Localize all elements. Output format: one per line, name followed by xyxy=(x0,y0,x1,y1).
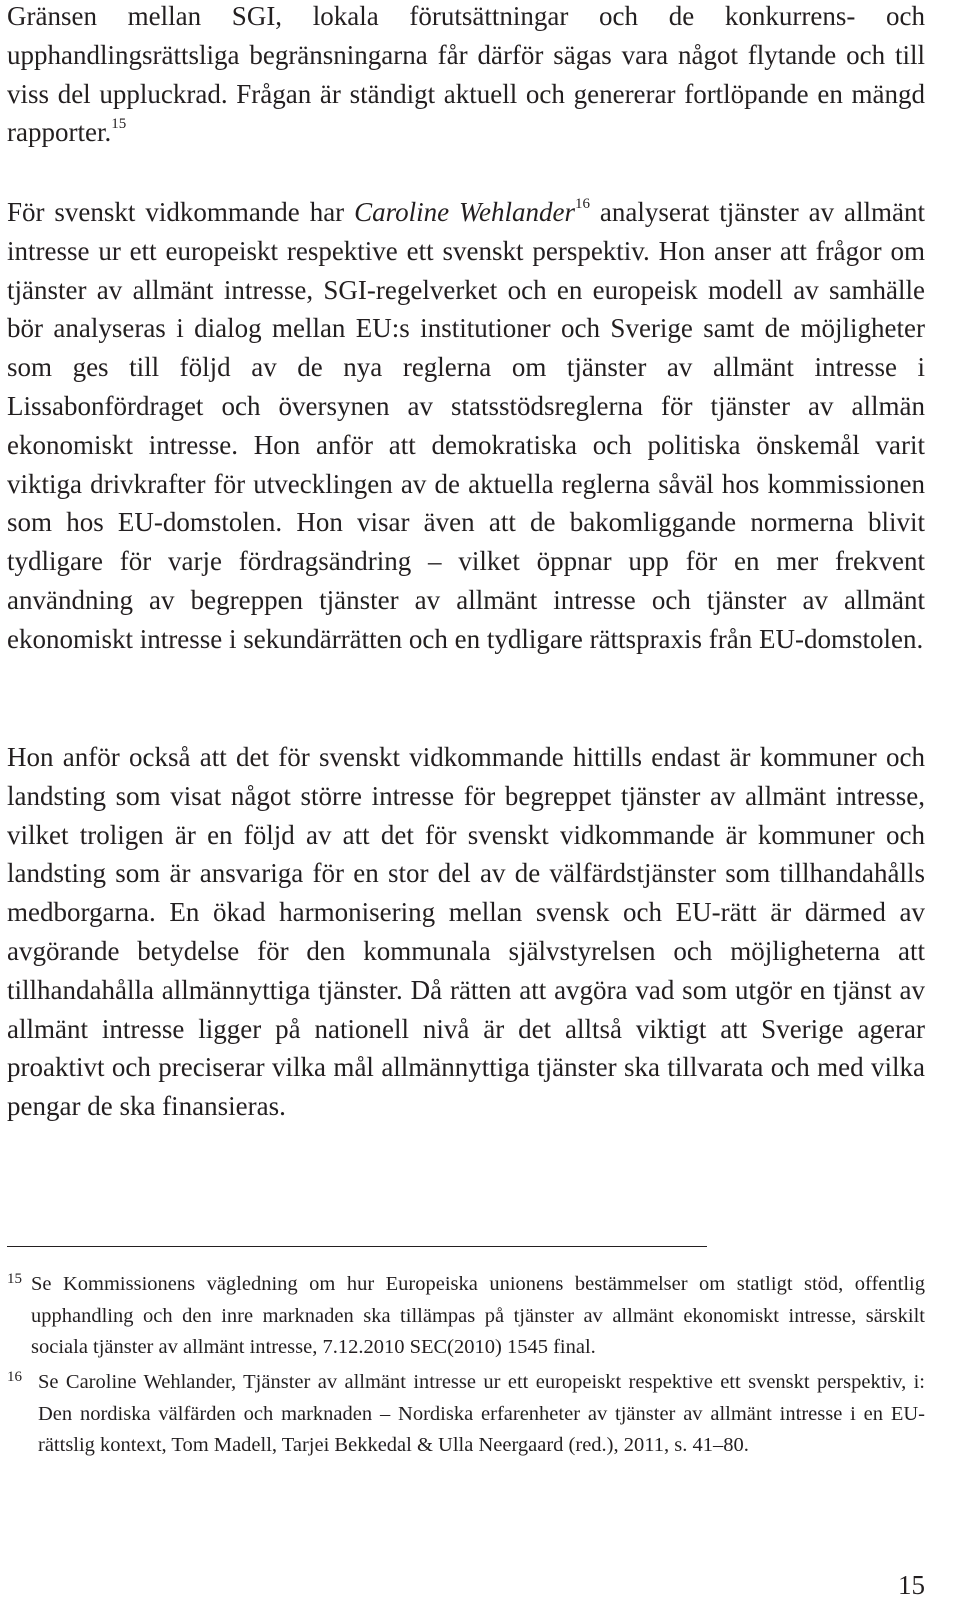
paragraph-2-author: Caroline Wehlander xyxy=(354,197,575,227)
paragraph-2 xyxy=(7,193,925,659)
footnote-15 xyxy=(7,1269,925,1364)
paragraph-2-lead: För svenskt vidkommande har xyxy=(7,197,355,227)
paragraph-2-text: analyserat tjänster av allmänt intresse ur ett europeiskt respektive ett svenskt perspektiv. Hon anser att frågor om tjänster av allmänt intresse, SGI-regelverket och en europeisk modell av samhälle bör analyseras i dialog mellan EU:s institutioner och Sverige samt de möjligheter som ges till följd av de nya reglerna om tjänster av allmänt intresse i Lissabonfördraget och översynen av statsstödsreglerna för tjänster av allmän ekonomiskt intresse. Hon anför att demokratiska och politiska önskemål varit viktiga drivkrafter för utvecklingen av de aktuella reglerna såväl hos kommissionen som hos EU-domstolen. Hon visar även att de bakomliggande normerna blivit tydligare för varje fördragsändring – vilket öppnar upp för en mer frekvent användning av begreppen tjänster av allmänt intresse och tjänster av allmänt ekonomiskt intresse i sekundärrätten och en tydligare rättspraxis från EU-domstolen. xyxy=(7,197,925,654)
footnote-number: 16 xyxy=(7,1369,22,1385)
page-number: 15 xyxy=(898,1570,925,1600)
paragraph-1-text: Gränsen mellan SGI, lokala förutsättningar och de konkurrens- och upphandlingsrättsliga begränsningarna får därför sägas vara något flytande och till viss del uppluckrad. Frågan är ständigt aktuell och genererar fortlöpande en mängd rapporter. xyxy=(7,1,925,148)
footnote-ref-16[interactable]: 16 xyxy=(575,196,590,212)
footnote-text: Se Caroline Wehlander, Tjänster av allmänt intresse ur ett europeiskt respektive ett svenskt perspektiv, i: Den nordiska välfärden och marknaden – Nordiska erfarenheter av tjänster av allmänt intresse i en EU-rättslig kontext, Tom Madell, Tarjei Bekkedal & Ulla Neergaard (red.), 2011, s. 41–80. xyxy=(38,1371,925,1457)
footnote-number: 15 xyxy=(7,1271,22,1287)
footnote-ref-15[interactable]: 15 xyxy=(111,116,127,133)
footnote-divider xyxy=(7,1246,707,1247)
footnote-text: Se Kommissionens vägledning om hur Europeiska unionens bestämmelser om statligt stöd, offentlig upphandling och den inre marknaden ska tillämpas på tjänster av allmänt ekonomiskt intresse, särskilt sociala tjänster av allmänt intresse, 7.12.2010 SEC(2010) 1545 final. xyxy=(31,1273,925,1359)
footnote-16 xyxy=(7,1367,925,1462)
paragraph-1 xyxy=(7,0,925,152)
paragraph-3 xyxy=(7,738,925,1126)
paragraph-3-text: Hon anför också att det för svenskt vidkommande hittills endast är kommuner och landsting som visat något större intresse för begreppet tjänster av allmänt intresse, vilket troligen är en följd av att det för svenskt vidkommande är kommuner och landsting som är ansvariga för en stor del av de välfärdstjänster som tillhandahålls medborgarna. En ökad harmonisering mellan svensk och EU-rätt är därmed av avgörande betydelse för den kommunala självstyrelsen och möjligheterna att tillhandahålla allmännyttiga tjänster. Då rätten att avgöra vad som utgör en tjänst av allmänt intresse ligger på nationell nivå är det alltså viktigt att Sverige agerar proaktivt och preciserar vilka mål allmännyttiga tjänster ska tillvarata och med vilka pengar de ska finansieras. xyxy=(7,742,925,1122)
